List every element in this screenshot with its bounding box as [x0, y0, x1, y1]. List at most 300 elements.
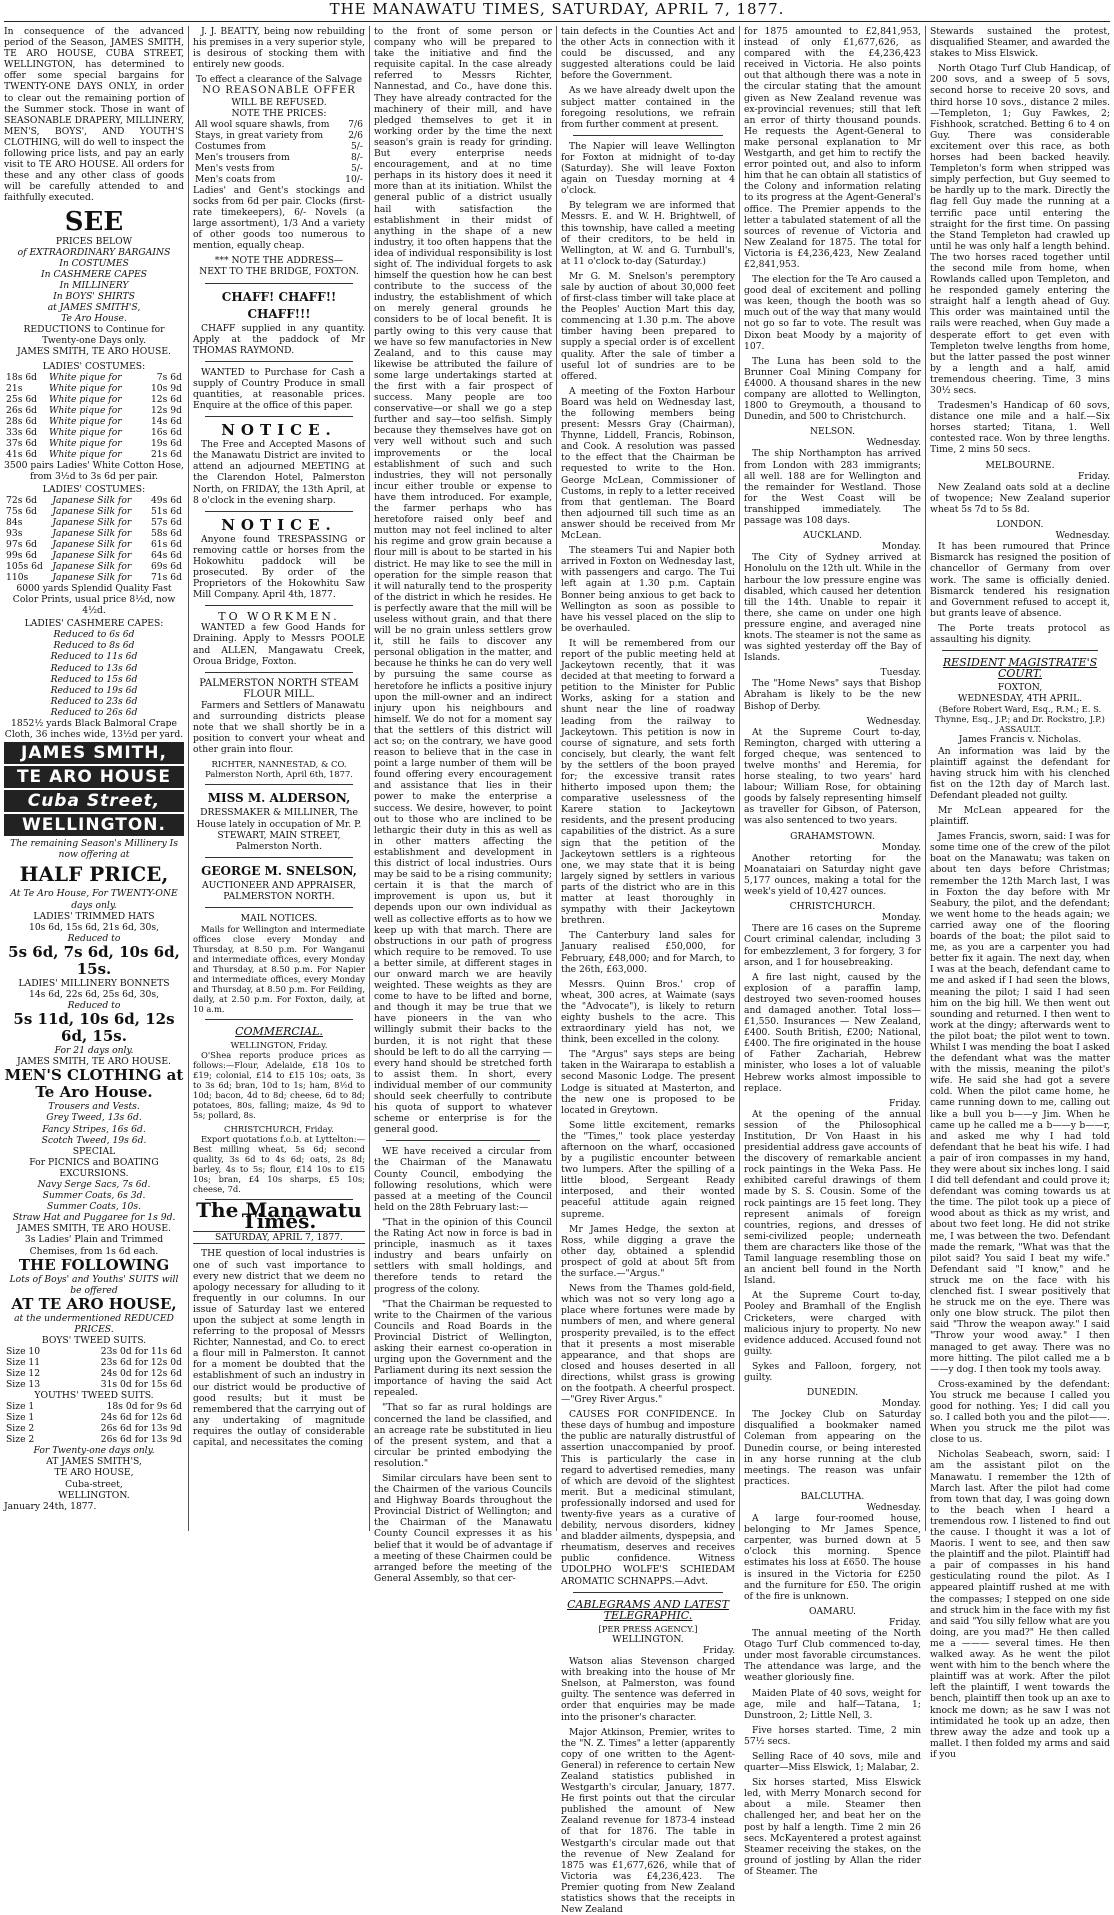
divider	[205, 511, 353, 512]
news-item: A meeting of the Foxton Harbour Board was held on Wednesday last, the following members being present: Messrs Gray (Chairman), Thynne, Liddell, Francis, Robinson, and Cook. A resolution was passed to the effect that the Chairman be requested to write to the Hon. George McLean, Commissioner of Customs, in reply to a letter received from that gentleman. The Board then adjourned till such time as an answer should be received from Mr McLean.	[561, 385, 735, 542]
table-cell: 18s 0d for 9s 6d	[106, 1401, 182, 1413]
news-item: Messrs. Quinn Bros.' crop of wheat, 300 acres, at Waimate (says the "Advocate"), is likely to return eighty bushels to the acre. This extraordinary yield has not, we think, been excelled in the colony.	[561, 978, 735, 1046]
london-text-2: The Porte treats protocol as assaulting his dignity.	[930, 622, 1110, 645]
christchurch-heading: CHRISTCHURCH.	[789, 901, 876, 913]
table-cell: Size 2	[6, 1423, 35, 1435]
table-cell: 58s 6d	[150, 527, 182, 539]
column-rule	[188, 26, 189, 1531]
table-cell: White pique for	[48, 393, 122, 405]
column-6-court	[930, 26, 1110, 1760]
divider	[942, 650, 1098, 651]
banner-line: Cuba Street,	[4, 790, 184, 812]
table-cell: Japanese Silk for	[52, 505, 132, 517]
table-cell: 23s 0d for 11s 6d	[100, 1346, 182, 1358]
divider	[205, 1019, 353, 1020]
oamaru-text-3: Five horses started. Time, 2 min 57½ secs.	[744, 1724, 921, 1747]
column-rule	[739, 26, 740, 1531]
workmen-heading: TO WORKMEN.	[218, 610, 340, 624]
table-cell: Japanese Silk for	[52, 494, 132, 506]
dateline-day: Monday.	[881, 912, 921, 924]
commercial-dateline: WELLINGTON, Friday.	[230, 1040, 328, 1051]
table-cell: White pique for	[48, 404, 122, 416]
table-cell: 26s 6d	[6, 404, 38, 416]
column-3-editorial	[374, 26, 552, 1584]
christchurch-text-5: Sykes and Falloon, forgery, not guilty.	[744, 1360, 921, 1383]
table-row	[4, 1401, 184, 1412]
table-cell: Stays, in great variety from	[195, 129, 324, 141]
table-cell: Japanese Silk for	[52, 571, 132, 583]
news-item: News from the Thames gold-field, which was not so very long ago a place where fortunes were made by numbers of men, and where general prosperity prevailed, is to the effect that it presents a most miserable appearance, and that shops are closed and houses deserted in all directions, whilst grass is growing on the footpath. A cheerful prospect.—"Grey River Argus."	[561, 1283, 735, 1406]
news-item: CAUSES FOR CONFIDENCE. In these days of humbug and imposture the public are naturally distrustful of assertion unaccompanied by proof. This is particularly the case in regard to advertised remedies, many of which are devoid of the slightest merit. But a medicinal stimulant, professionally indorsed and used for twenty-five years as a curative of debility, nervous disorders, kidney and bladder ailments, dyspepsia, and rheumatism, deserves and receives public confidence. Witness UDOLPHO WOLFE'S SCHIEDAM AROMATIC SCHNAPPS.—Advt.	[561, 1409, 735, 1587]
table-row	[4, 372, 184, 383]
for-21-days: For 21 days only.	[54, 1045, 134, 1057]
column-1-ads	[4, 26, 184, 1531]
auckland-text: The City of Sydney arrived at Honolulu on the 12th ult. While in the harbour the low pressure engine was disabled, which caused her detention till the 14th. Unable to repair it there, she came on under one high pressure engine, and averaged nine knots. The steamer is not the same as was sighted yesterday off the Bay of Islands.	[744, 552, 921, 664]
table-cell: 33s 6d	[6, 426, 38, 438]
court-heading: RESIDENT MAGISTRATE'S COURT.	[942, 656, 1098, 681]
table-cell: 84s	[6, 516, 23, 528]
list-item: Reduced to 19s 6d	[50, 684, 138, 696]
snelson-heading: GEORGE M. SNELSON,	[201, 863, 357, 878]
table-cell: Men's trousers from	[195, 151, 290, 163]
table-cell: 99s 6d	[6, 549, 38, 561]
divider	[205, 907, 353, 908]
socks-etc: Ladies' and Gent's stockings and socks from 6d per pair. Clocks (first-rate timekeepers), 6/- Novels (a large assortment), 1/3 And a variety of other goods too numerous to mention, equally cheap.	[193, 184, 365, 252]
table-cell: 61s 6d	[150, 538, 182, 550]
chaff-text: CHAFF supplied in any quantity. Apply at the paddock of Mr THOMAS RAYMOND.	[193, 322, 365, 356]
table-row	[4, 517, 184, 528]
table-cell: 23s 6d for 12s 0d	[100, 1357, 182, 1369]
auckland-text-2: The "Home News" says that Bishop Abraham is likely to be the new Bishop of Derby.	[744, 678, 921, 712]
special: SPECIAL	[72, 1145, 116, 1157]
news-item: Some little excitement, remarks the "Times," took place yesterday afternoon on the wharf, occasioned by a pugilistic encounter between two lumpers. After the spilling of a little blood, Sergeant Ready interposed, and their wonted peaceful attitude again reigned supreme.	[561, 1119, 735, 1220]
costumes-table	[4, 372, 184, 460]
alderson-heading: MISS M. ALDERSON,	[207, 791, 351, 806]
resolution-1: "That in the opinion of this Council the Rating Act now in force is bad in principle, inasmuch as it taxes industry and bears unfairly on settlers with small holdings, and therefore tends to retard the progress of the colony.	[374, 1216, 552, 1295]
table-cell: Japanese Silk for	[52, 538, 132, 550]
masthead	[0, 0, 1114, 24]
mail-text: Mails for Wellington and intermediate offices close every Monday and Thursday, at 8.50 p.m. For Wanganui and intermediate offices, every Monday and Thursday, at 8.50 p.m. For Napier and intermediate offices, every Monday and Thursday, at 8.50 p.m. For Feilding, daily, at 2.50 p.m. For Foxton, daily, at 10 a.m.	[193, 924, 365, 1015]
table-cell: Japanese Silk for	[52, 549, 132, 561]
news-item: Mr James Hedge, the sexton at Ross, while digging a grave the other day, obtained a splendid prospect of gold at about 5ft from the surface.—"Argus."	[561, 1223, 735, 1280]
resolution-2: "That the Chairman be requested to write to the Chairmen of the various Councils and Road Boards in the Provincial District of Wellington, asking their earnest co-operation in urging upon the Government and the Parliament during its next session the importance of having the said Act repealed.	[374, 1298, 552, 1399]
mill-signature: RICHTER, NANNESTAD, & CO. Palmerston North, April 6th, 1877.	[205, 759, 353, 780]
mens-list	[4, 1101, 184, 1145]
banner-line: WELLINGTON.	[4, 814, 184, 836]
table-row	[4, 539, 184, 550]
table-row	[4, 405, 184, 416]
table-cell: White pique for	[48, 437, 122, 449]
picnics: For PICNICS and BOATING EXCURSIONS.	[29, 1156, 159, 1179]
at-te-aro: At Te Aro House, For TWENTY-ONE days only.	[10, 888, 178, 911]
clearance: To effect a clearance of the Salvage	[195, 74, 363, 86]
notice-heading: NOTICE.	[221, 421, 337, 440]
divider	[205, 605, 353, 606]
counties-text: tain defects in the Counties Act and the other Acts in connection with it could be discussed, and any suggested alterations could be laid before the Government.	[561, 26, 735, 82]
table-row	[193, 174, 365, 185]
for-21-days-b: For Twenty-one days only.	[33, 1445, 155, 1457]
list-item: TE ARO HOUSE,	[54, 1467, 134, 1479]
balclutha-heading: BALCLUTHA.	[800, 1490, 865, 1502]
table-cell: Size 12	[6, 1368, 41, 1380]
cablegrams-heading: CABLEGRAMS AND LATEST TELEGRAPHIC.	[567, 1597, 729, 1622]
table-cell: 10s 9d	[150, 382, 182, 394]
table-cell: 16s 6d	[150, 426, 182, 438]
smith-intro: In consequence of the advanced period of the Season, JAMES SMITH, TE ARO HOUSE, CUBA STREET, WELLINGTON, has determined to offer some special bargains for TWENTY-ONE DAYS ONLY, in order to clear out the remaining portion of the Summer stock. Those in want of SEASONABLE DRAPERY, MILLINERY, MEN'S, BOYS', AND YOUTH'S CLOTHING, will do well to inspect the following price lists, and pay an early visit to TE ARO HOUSE. All orders for these and any other class of goods will be carefully attended to and faithfully executed.	[4, 26, 184, 204]
grahamstown-heading: GRAHAMSTOWN.	[790, 830, 875, 842]
trimmed-hats-heading: LADIES' TRIMMED HATS	[33, 910, 155, 922]
table-cell: 21s	[6, 382, 23, 394]
list-item: In MILLINERY	[59, 279, 129, 291]
wanted-text: WANTED to Purchase for Cash a supply of Country Produce in small quantities, at reasonable prices. Enquire at the office of this paper.	[193, 366, 365, 412]
handicap-text: North Otago Turf Club Handicap, of 200 sovs, and a sweep of 5 sovs, second horse to receive 20 sovs, and third horse 10 sovs., distance 2 miles.—Templeton, 1; Guy Fawkes, 2; Fishhook, scratched. Betting 6 to 4 on Guy. There was considerable excitement over this race, as both horses had been backed heavily. Templeton's form when stripped was simply perfection, but Guy seemed to be hardly up to the mark. Directly the flag fell Guy made the running at a terrific pace until entering the straight for the first time. On passing the Stand Templeton had crawled up until he was only half a length behind. The two horses raced together until the second mile from home, when Rowlands called upon Templeton, and he responded gamely entering the straight half a length ahead of Guy. This order was maintained until the rails were reached, when Guy made a desperate effort to get even with Templeton twelve lengths from home, but the latter passed the post winner by a length and a half, amid tremendous cheering. Time, 3 mins 30½ secs.	[930, 63, 1110, 396]
circular-text: WE have received a circular from the Chairman of the Manawatu County Council, embodying the following resolutions, which were passed at a meeting of the Council held on the 28th February last:—	[374, 1146, 552, 1213]
prices-below: PRICES BELOW	[55, 235, 133, 247]
divider	[205, 784, 353, 785]
table-cell: 26s 6d for 13s 9d	[100, 1434, 182, 1446]
news-item: Mr G. M. Snelson's peremptory sale by auction of about 30,000 feet of first-class timber will take place at the Peoples' Auction Mart this day, commencing at 1.30 p.m. The above timber having been prepared to supply a special order is of excellent quality. After the sale of timber a useful lot of sundries are to be offered.	[561, 270, 735, 382]
table-row	[4, 1368, 184, 1379]
commercial-text: O'Shea reports produce prices as follows:—Flour, Adelaide, £18 10s to £19; colonial, £14 to £15 10s; oats, 3s to 3s 6d; bran, 10d to 1s; ham, 8½d to 10d; bacon, 4d to 8d; cheese, 6d to 8d; potatoes, 80s, falling; maize, 4s 9d to 5s; pollard, 8s.	[193, 1050, 365, 1121]
oamaru-heading: OAMARU.	[809, 1605, 856, 1617]
table-row	[4, 1346, 184, 1357]
table-cell: Size 1	[6, 1412, 35, 1424]
list-item: Straw Hat and Puggaree for 1s 9d.	[12, 1212, 176, 1224]
melbourne-text: New Zealand oats sold at a decline of twopence; New Zealand superior wheat 5s 7d to 5s 8d.	[930, 481, 1110, 515]
table-row	[4, 427, 184, 438]
table-cell: Japanese Silk for	[52, 560, 132, 572]
list-item: Reduced to 26s 6d	[50, 706, 138, 718]
cable-text-2: Major Atkinson, Premier, writes to the "N. Z. Times" a letter (apparently copy of one written to the Agent-General) in reference to certain New Zealand statistics published in Westgarth's circular, January, 1877. He first points out that the circular published the amount of New Zealand revenue for 1873-4 instead of that for 1876. The table in Westgarth's circular made out that the revenue of New Zealand for 1875 was £1,677,626, while that of Victoria was £4,236,423. The Premier quoting from New Zealand statistics shows that the receipts in New Zealand	[561, 1726, 735, 1915]
dateline-day: Wednesday.	[866, 437, 921, 449]
nelson-text: The ship Northampton has arrived from London with 283 immigrants; all well. 188 are for Wellington and the remainder for Westland. Those for the West Coast will be transhipped immediately. The passage was 108 days.	[744, 448, 921, 527]
prices-heading: NOTE THE PRICES:	[231, 107, 327, 119]
paper-date: SATURDAY, APRIL 7, 1877.	[193, 1231, 365, 1244]
list-item: Grey Tweed, 13s 6d.	[46, 1112, 142, 1124]
signature: JAMES SMITH, TE ARO HOUSE.	[17, 346, 171, 358]
workmen-text: WANTED a few Good Hands for Draining. Apply to Messrs POOLE and ALLEN, Mangawatu Creek, Oroua Bridge, Foxton.	[193, 622, 365, 667]
half-price: HALF PRICE,	[19, 862, 169, 887]
table-row	[4, 495, 184, 506]
london-heading: LONDON.	[996, 519, 1044, 531]
court-text-4: Cross-examined by the defendant: You struck me because I called you good for nothing. Yes; I did call you so. I called both you and the pilot——. When you struck me the pilot was close to us.	[930, 1378, 1110, 1446]
list-item: at JAMES SMITH'S,	[47, 302, 141, 314]
dateline-day: Monday.	[881, 541, 921, 553]
table-cell: 26s 6d for 13s 9d	[100, 1423, 182, 1435]
court-date: WEDNESDAY, 4TH APRIL.	[957, 693, 1083, 705]
prints: 6000 yards Splendid Quality Fast Color Prints, usual price 8½d, now 4½d.	[12, 582, 176, 617]
ad-date: January 24th, 1877.	[4, 1500, 97, 1512]
table-cell: 69s 6d	[150, 560, 182, 572]
table-cell: 10/-	[345, 173, 363, 185]
revenue-text: for 1875 amounted to £2,841,953, instead of only £1,677,626, as compared with the £4,236,423 received in Victoria. He also points out that although there was a note in the circular stating that the amount given as New Zealand revenue was ex-provincial revenues; still that left an error of thirty thousand pounds. He requests the Agent-General to make personal explanation to Mr Westgarth, and get him to rectify the error pointed out, and also to inform him that he can obtain all statistics of the Colony and information relating to its progress at the Agent-General's office. The Premier appends to the letter a tabulated statement of all the sources of revenue of Victoria and New Zealand for 1875. The total for Victoria is £4,236,423, New Zealand £2,841,953.	[744, 26, 921, 270]
table-cell: 18s 6d	[6, 371, 38, 383]
table-cell: White pique for	[48, 415, 122, 427]
table-cell: 51s 6d	[150, 505, 182, 517]
reduced-to: Reduced to	[67, 1000, 121, 1012]
news-item: The Canterbury land sales for January realised £50,000, for February, £48,000; and for March, to the 26th, £63,000.	[561, 930, 735, 975]
table-cell: 19s 6d	[150, 437, 182, 449]
list-item: Fancy Stripes, 16s 6d.	[42, 1123, 146, 1135]
table-cell: 7s 6d	[156, 371, 182, 383]
stewards-text: Stewards sustained the protest, disqualified Steamer, and awarded the stakes to Miss Elswick.	[930, 26, 1110, 60]
bonnets-was: 14s 6d, 22s 6d, 25s 6d, 30s,	[28, 988, 159, 1000]
court-bench: (Before Robert Ward, Esq., R.M.; E. S. Thynne, Esq., J.P.; and Dr. Rockstro, J.P.)	[935, 704, 1105, 725]
masons-notice: The Free and Accepted Masons of the Manawatu District are invited to attend an adjourned MEETING at the Clarendon Hotel, Palmerston North, on FRIDAY, the 13th April, at 8 o'clock in the evening sharp.	[193, 439, 365, 506]
auckland-heading: AUCKLAND.	[802, 530, 862, 542]
next-to-bridge: NEXT TO THE BRIDGE, FOXTON.	[199, 266, 359, 278]
oamaru-text-5: Six horses started, Miss Elswick led, with Merry Monarch second for about a mile. Steamer then challenged her, and beat her on the post by half a length. Time 2 min 26 secs. McKayentered a protest against Steamer receiving the stakes, on the ground of jostling by Allan the rider of Steamer. The	[744, 1777, 921, 1877]
news-item: It will be remembered from our report of the public meeting held at Jackeytown recently, that it was decided at that meeting to forward a petition to the Minister for Public Works, asking for a station and shunt near the line of roadway leading from the railway to Jackeytown. This petition is now in course of signature, and sets forth concisely, but clearly, the want felt by the settlers of the boon prayed for; the excessive transit rates hitherto imposed upon them; the comparative uselessness of the Karere station to Jackeytown residents, and the present producing capabilities of the district. As a sure sign that the petition of the Jackeytown settlers is a righteous one, we may state that it is being largely signed by settlers in various parts of the district who are in this matter at least thoroughly in sympathy with their Jackeytown brethren.	[561, 637, 735, 927]
dateline-day: Monday.	[881, 841, 921, 853]
address-list	[4, 1456, 184, 1500]
undermentioned: at the undermentioned REDUCED PRICES.	[14, 1312, 174, 1335]
local-news-list	[561, 141, 735, 1587]
table-row	[193, 141, 365, 152]
bargain-list	[4, 258, 184, 325]
table-row	[4, 528, 184, 539]
table-cell: Size 10	[6, 1346, 41, 1358]
table-row	[4, 1412, 184, 1423]
table-cell: 110s	[6, 571, 29, 583]
table-cell: White pique for	[48, 371, 122, 383]
table-row	[4, 1379, 184, 1390]
list-item: WELLINGTON.	[58, 1489, 130, 1501]
trimmed-was: 10s 6d, 15s 6d, 21s 6d, 30s,	[28, 921, 159, 933]
alderson-text: DRESSMAKER & MILLINER, The House lately in occupation of Mr. P. STEWART, MAIN STREET, Palmerston North.	[196, 807, 362, 852]
christchurch-text: There are 16 cases on the Supreme Court criminal calendar, including 3 for embezzlement, 3 for forgery, 3 for arson, and 1 for housebreaking.	[744, 923, 921, 968]
table-row	[193, 130, 365, 141]
table-cell: 105s 6d	[6, 560, 43, 572]
table-cell: 57s 6d	[150, 516, 182, 528]
paper-title: The Manawatu Times.	[196, 1198, 362, 1234]
te-aro-election: The election for the Te Aro caused a good deal of excitement and polling was keen, though the booth was so much out of the way that many would not go so far to vote. The result was Dixon beat Moody by a majority of 107.	[744, 274, 921, 352]
table-cell: 12s 9d	[150, 404, 182, 416]
oamaru-text-2: Maiden Plate of 40 sovs, weight for age, mile and half—Tatana, 1; Dunstroon, 2; Little Nell, 3.	[744, 1687, 921, 1721]
news-item: The steamers Tui and Napier both arrived in Foxton on Wednesday last, with passengers and cargo. The Tui left again at 1.30 p.m. Captain Bonner being anxious to get back to Wellington as soon as possible to have his vessel placed on the slip to be overhauled.	[561, 545, 735, 634]
list-item: Trousers and Vests.	[48, 1101, 140, 1113]
refrain-text: As we have already dwelt upon the subject matter contained in the foregoing resolutions, we refrain from further comment at present.	[561, 85, 735, 130]
table-cell: 93s	[6, 527, 23, 539]
mill-text: Farmers and Settlers of Manawatu and surrounding districts please note that we shall shortly be in a position to convert your wheat and other grain into flour.	[193, 699, 365, 756]
table-cell: White pique for	[48, 448, 122, 460]
divider	[573, 1592, 723, 1593]
reduced-to: Reduced to	[67, 932, 121, 944]
christchurch-text-4: At the Supreme Court to-day, Pooley and Bramhall of the English Cricketers, were charged with malicious injury to property. No new evidence adduced. Accused found not guilty.	[744, 1290, 921, 1357]
snelson-text: AUCTIONEER AND APPRAISER, PALMERSTON NORTH.	[202, 879, 356, 902]
divider	[205, 361, 353, 362]
boys-table	[4, 1346, 184, 1390]
table-cell: 71s 6d	[150, 571, 182, 583]
bonnets-now: 5s 11d, 10s 6d, 12s 6d, 15s.	[13, 1010, 175, 1046]
court-text: An information was laid by the plaintiff against the defendant for having struck him with his clenched fist on the 12th day of March last. Defendant pleaded not guilty.	[930, 745, 1110, 801]
table-cell: Japanese Silk for	[52, 516, 132, 528]
salvage-prices	[193, 119, 365, 185]
bonnets-heading: LADIES' MILLINERY BONNETS	[18, 977, 170, 989]
youths-table	[4, 1401, 184, 1445]
table-cell: 21s 6d	[150, 448, 182, 460]
signature: JAMES SMITH, TE ARO HOUSE.	[17, 1056, 171, 1068]
list-item: Te Aro House.	[61, 313, 127, 325]
christchurch-text-3: At the opening of the annual session of the Philosophical Institution, Dr Von Haast in his presidential address gave accounts of the discovery of remarkable ancient rock paintings in the Weka Pass. He exhibited careful drawings of them made by S. S. Cousin. Some of the rock paintings are 15 feet long. They represent animals of foreign countries, regions, and dresses of semi-civilized people; underneath them are characters like those of the Tamil language resembling those on an ancient bell found in the North Island.	[744, 1108, 921, 1287]
table-row	[4, 438, 184, 449]
nelson-heading: NELSON.	[809, 426, 856, 438]
resolution-3: "That so far as rural holdings are concerned the land be classified, and an acreage rate be substituted in lieu of the present system, and that a circular be printed embodying the resolution."	[374, 1402, 552, 1469]
list-item: Reduced to 23s 6d	[50, 695, 138, 707]
commercial-text-2: Export quotations f.o.b. at Lyttelton:—Best milling wheat, 5s 6d; second quality, 3s 6d to 4s 6d; oats, 2s 8d; barley, 4s to 5s; flour, £14 10s to £15 10s; bran, £4 10s sharps, £5 10s; cheese, 7d.	[193, 1134, 365, 1195]
table-cell: Size 11	[6, 1357, 41, 1369]
table-cell: Men's coats from	[195, 173, 276, 185]
column-rule	[925, 26, 926, 1531]
reductions: REDUCTIONS to Continue for Twenty-one Days only.	[23, 324, 165, 347]
table-cell: 2/6	[348, 129, 363, 141]
dateline-day: Wednesday.	[866, 715, 921, 727]
column-4-news	[561, 26, 735, 1915]
chemises: 3s Ladies' Plain and Trimmed Chemises, from 1s 6d each.	[24, 1234, 164, 1257]
court-text-2: Mr McLean appeared for the plaintiff.	[930, 805, 1110, 828]
oamaru-text: The annual meeting of the North Otago Turf Club commenced to-day, under most favorable circumstances. The attendance was large, and the weather gloriously fine.	[744, 1628, 921, 1684]
costumes-heading: LADIES' COSTUMES:	[42, 360, 146, 372]
will-be-refused: WILL BE REFUSED.	[231, 96, 327, 108]
list-item: Reduced to 8s 6d	[53, 640, 135, 652]
tradesmen-text: Tradesmen's Handicap of 60 sovs, distance one mile and a half.—Six horses started; Titana, 1. Well contested race. Won by three lengths. Time, 2 mins 50 secs.	[930, 400, 1110, 456]
table-cell: 72s 6d	[6, 494, 38, 506]
list-item: In CASHMERE CAPES	[41, 268, 147, 280]
table-row	[4, 1357, 184, 1368]
list-item: Summer Coats, 10s.	[47, 1201, 141, 1213]
assault-heading: ASSAULT.	[998, 724, 1042, 735]
table-cell: 41s 6d	[6, 448, 38, 460]
column-rule	[369, 26, 370, 1531]
costumes2-heading: LADIES' COSTUMES:	[42, 483, 146, 495]
divider	[205, 857, 353, 858]
court-place: FOXTON,	[997, 682, 1043, 694]
commercial-dateline-2: CHRISTCHURCH, Friday.	[224, 1124, 334, 1135]
table-cell: 24s 6d for 12s 6d	[100, 1412, 182, 1424]
table-cell: 25s 6d	[6, 393, 38, 405]
table-cell: 12s 6d	[150, 393, 182, 405]
capes-heading: LADIES' CASHMERE CAPES:	[24, 618, 164, 630]
millinery-intro: The remaining Season's Millinery Is now offering at	[10, 838, 178, 861]
cable-text-1: Watson alias Stevenson charged with breaking into the house of Mr Snelson, at Palmerston, was found guilty. The sentence was deferred in order that enquiries may be made into the prisoner's character.	[561, 1656, 735, 1723]
dateline-day: Wednesday.	[866, 1502, 921, 1513]
list-item: Reduced to 15s 6d	[50, 673, 138, 685]
balclutha-text: A large four-roomed house, belonging to Mr James Spence, carpenter, was burned down at 5 o'clock this morning. Spence estimates his loss at £650. The house is insured in the Victoria for £250 and the furniture for £50. The origin of the fire is unknown.	[744, 1513, 921, 1602]
dunedin-heading: DUNEDIN.	[806, 1387, 859, 1399]
table-cell: White pique for	[48, 426, 122, 438]
list-item: Summer Coats, 6s 3d.	[42, 1190, 146, 1202]
table-cell: 24s 0d for 12s 6d	[100, 1368, 182, 1380]
table-row	[4, 506, 184, 517]
table-row	[4, 449, 184, 460]
banner-line: TE ARO HOUSE	[4, 766, 184, 788]
dateline-day: Tuesday.	[880, 667, 921, 679]
masthead-text: THE MANAWATU TIMES, SATURDAY, APRIL 7, 1877.	[329, 0, 785, 18]
table-row	[4, 394, 184, 405]
case-title: James Francis v. Nicholas.	[958, 734, 1082, 746]
table-cell: Size 2	[6, 1434, 35, 1446]
press-agency: [PER PRESS AGENCY.]	[598, 1623, 698, 1634]
salvage-intro: J. J. BEATTY, being now rebuilding his premises in a very superior style, is desirous of stocking them with entirely new goods.	[193, 26, 365, 71]
luna-sale: The Luna has been sold to the Brunner Coal Mining Company for £4000. A thousand shares in the new company are allotted to Wellington, 1800 to Greymouth, a thousand to Dunedin, and 500 to Christchurch.	[744, 355, 921, 423]
list-item: Navy Serge Sacs, 7s 6d.	[37, 1179, 151, 1190]
wellington-heading: WELLINGTON.	[612, 1633, 684, 1645]
table-row	[193, 163, 365, 174]
table-cell: Size 13	[6, 1379, 41, 1391]
table-cell: 8/-	[350, 151, 363, 163]
table-cell: 5/-	[350, 140, 363, 152]
divider	[573, 135, 723, 136]
news-item: By telegram we are informed that Messrs. E. and W. H. Brightwell, of this township, have called a meeting of their creditors, to be held in Wellington, at W. and G. Turnbull's, at 11 o'clock to-day (Saturday.)	[561, 200, 735, 267]
masthead-rule	[4, 21, 1110, 22]
table-row	[4, 561, 184, 572]
dunedin-text: The Jockey Club on Saturday disqualified a bookmaker named Coleman from appearing on the Dunedin course, or being interested in any horse running at the club meetings. The reason was unfair practices.	[744, 1409, 921, 1487]
table-cell: 97s 6d	[6, 538, 38, 550]
dateline-day: Wednesday.	[1055, 530, 1110, 542]
dateline-day: Friday.	[889, 1616, 921, 1628]
oamaru-text-4: Selling Race of 40 sovs, mile and quarter—Miss Elswick, 1; Malabar, 2.	[744, 1750, 921, 1774]
london-text: It has been rumoured that Prince Bismarck has resigned the position of chancellor of Germany from over work. The same is officially denied. Bismarck tendered his resignation and Government refused to accept it, but grants leave of absence.	[930, 541, 1110, 619]
editorial-continued: to the front of some person or company who will be prepared to take the initiative and find the requisite capital. In the case already referred to Messrs Richter, Nannestad, and Co., have done this. They have already contracted for the machinery of their mill, and have pledged themselves to get it in working order by the time the next season's grain is ready for grinding. But every enterprise needs encouragement, and at no time perhaps in its history does it need it more than at its initiation. Whilst the general public of a district usually hail with satisfaction the establishment in their midst of anything in the shape of a new industry, it too often happens that the idea of individual responsibility is lost sight of. The individual forgets to ask himself the question how he can best contribute to the success of the industry, the establishment of which on merely general grounds he considers to be of local benefit. It is partly owing to this very cause that we have so few manufactories in New Zealand, and to this cause may likewise be attributed the failure of some large undertakings started at the first with a fair prospect of success. Many people are too conservative—or shall we go a step further and say—too selfish. Simply because they themselves have got on very well without such and such improvements or the local establishment of such and such industries, they will not personally incur either trouble or expense to have them introduced. For example, the farmer perhaps who has heretofore raised only beef and mutton may not feel inclined to alter his regime and grow grain because a flour mill is about to be started in his district. He may like to see the mill in operation for the simple reason that it will naturally tend to the prosperity of the district in which he resides. He is perfectly aware that the mill will be useless without grain, and that there will be no grain unless settlers grow it, still he fails to discover any personal obligation in the matter, and because he thinks he can do very well by pursuing the same course as heretofore he inflicts a positive injury upon the mill-owner and an indirect injury upon his neighbours and himself. We do not for a moment say that the settlers of this district will act so; on the contrary, we have good reason to believe that in the case in point a large number of them will be found offering every encouragement and assistance that lies in their power to make the enterprise a success. We desire, however, to point out to those who are inclined to be lethargic their duty in this as well as in other matters affecting the establishment and development in this district of local industries. Ours may be said to be a rising community; certain it is that the march of improvement is upon us, but it depends upon our own individual as well as collective efforts as to how we keep up with that march. There are obstructions in our path of progress which require to be removed. To use a better simile, at different stages in our onward march we are heavily weighted. These weights as they are come to have to be lifted and borne, and though it may be true that we have pioneers in the van who willingly submit their backs to the burden, it is not right that these should be left to do all the carrying — every hand should be stretched forth to assist them. In short, every individual member of our community should seek cheerfully to contribute his quota of support to whatever scheme or enterprise is for the general good.	[374, 26, 552, 1136]
table-row	[4, 1423, 184, 1434]
see-heading: SEE	[64, 206, 124, 237]
divider	[205, 283, 353, 284]
table-row	[4, 572, 184, 583]
mill-heading: PALMERSTON NORTH STEAM FLOUR MILL.	[199, 677, 359, 700]
court-text-3: James Francis, sworn, said: I was for some time one of the crew of the pilot boat on the Manawatu; was taken on about ten days before Christmas; remember the 12th March last, I was in Foxton the day before with Mr Seabury, the pilot, and the defendant; we went home to the heads again; we carried away one of the flooring boards of the boat; the pilot said to me, as you are a carpenter you had better fix it again. The next day, when I was at the beach, defendant came to me and asked if I had seen the blows, meaning the pilot; I said I had seen him on the big hill. We then went out sounding and returned. I then went to work at the dingy; afterwards went to the pilot boat; the pilot went to town. Whilst I was mending the boat I asked the defendant what was the matter with the missis, meaning the pilot's wife. He said she had got a severe cold. When the pilot came home, he came running down to me, calling out like a bull you b——y Jim. When he came up he called me a b——y b——r, and asked me why I had told defendant that he beat his wife. I had a pair of iron compasses in my hand, they were about six inches long. I said I did tell defendant and could prove it; defendant was coming towards us at the time. The pilot took up a piece of wood about as thick as my wrist, and about two feet long. He did not strike me, I was between the two. Defendant made the remark, "What was that the pilot said? You said I beat my wife." Defendant said "I know," and he struck me on the face with his clenched fist. I swear positively that he struck me on the eye. There was only one blow struck. The pilot then said "Throw the weapon away." I said "Throw your wood away." I then managed to get away. There was no more hitting. The pilot called me a b——y dog. I then took my tools away.	[930, 831, 1110, 1375]
picnic-list	[4, 1179, 184, 1223]
news-item: The "Argus" says steps are being taken in the Wairarapa to establish a second Masonic Lodge. The present Lodge is situated at Masterton, and the new one is proposed to be located in Greytown.	[561, 1049, 735, 1116]
lots-of-suits: Lots of Boys' and Youths' SUITS will be offered	[9, 1273, 179, 1296]
table-row	[4, 416, 184, 427]
table-cell: 64s 6d	[150, 549, 182, 561]
divider	[205, 416, 353, 417]
melbourne-heading: MELBOURNE.	[985, 459, 1055, 471]
table-row	[4, 383, 184, 394]
list-item: Reduced to 11s 6d	[50, 651, 138, 663]
table-cell: Men's vests from	[195, 162, 275, 174]
cotton-hose: 3500 pairs Ladies' White Cotton Hose, from 3½d to 3s 6d per pair.	[4, 459, 184, 482]
column-2-ads	[193, 26, 365, 1531]
table-cell: 49s 6d	[150, 494, 182, 506]
table-cell: White pique for	[48, 382, 122, 394]
court-text-5: Nicholas Seabeach, sworn, said: I am the assistant pilot on the Manawatu. I remember the 12th of March last. After the pilot had come from town that day, I was going down to the beach when I heard a tremendous row. I listened to find out the cause. I thought it was a lot of Maoris. I went to see, and then saw the plaintiff and the pilot. Plaintiff had a pair of compasses in his hand gesticulating round the pilot. As I appeared plaintiff rushed at me with the compasses; I stepped on one side and struck him in the face with my fist and said "You silly fellow what are you doing, are you mad?" He then called me a ——— several times. He then walked away. As he went the pilot went with him to the bench where the plaintiff was at work. After the pilot left the plaintiff, I went towards the bench, plaintiff then took up an axe to knock me down; as he saw I was not intimidated he took up an adze, then threw away the adze and took up a mallet. I then folded my arms and said if you	[930, 1449, 1110, 1760]
dateline-day: Friday.	[703, 1644, 735, 1656]
table-cell: Japanese Silk for	[52, 527, 132, 539]
auckland-text-3: At the Supreme Court to-day, Remington, charged with uttering a forged cheque, was sentenced to twelve months' and Heremia, for horse stealing, to two years' hard labour; William Rose, for obtaining goods by falsely representing himself as traveller for Gibson, of Paterson, was also sentenced to two years.	[744, 726, 921, 827]
silk-costumes-table	[4, 495, 184, 583]
commercial-heading: COMMERCIAL.	[235, 1025, 323, 1039]
table-cell: 5/-	[350, 162, 363, 174]
crape-cloth: 1852½ yards Black Balmoral Crape Cloth, 36 inches wide, 13½d per yard.	[4, 718, 184, 741]
dateline-day: Monday.	[881, 1398, 921, 1410]
list-item: Cuba-street,	[65, 1478, 123, 1490]
mens-clothing: MEN'S CLOTHING at Te Aro House.	[4, 1066, 184, 1102]
table-cell: 37s 6d	[6, 437, 38, 449]
banner-line: JAMES SMITH,	[4, 742, 184, 764]
list-item: AT JAMES SMITH'S,	[46, 1456, 142, 1468]
column-rule	[556, 26, 557, 1531]
table-cell: 7/6	[348, 118, 363, 130]
table-row	[193, 152, 365, 163]
dateline-day: Friday.	[889, 1097, 921, 1109]
note-address: *** NOTE THE ADDRESS—	[214, 255, 344, 267]
table-row	[4, 550, 184, 561]
table-cell: All wool square shawls, from	[195, 118, 330, 130]
table-cell: 31s 0d for 15s 6d	[100, 1379, 182, 1391]
signature: JAMES SMITH, TE ARO HOUSE.	[17, 1223, 171, 1235]
chaff-heading: CHAFF! CHAFF!! CHAFF!!!	[221, 289, 337, 321]
